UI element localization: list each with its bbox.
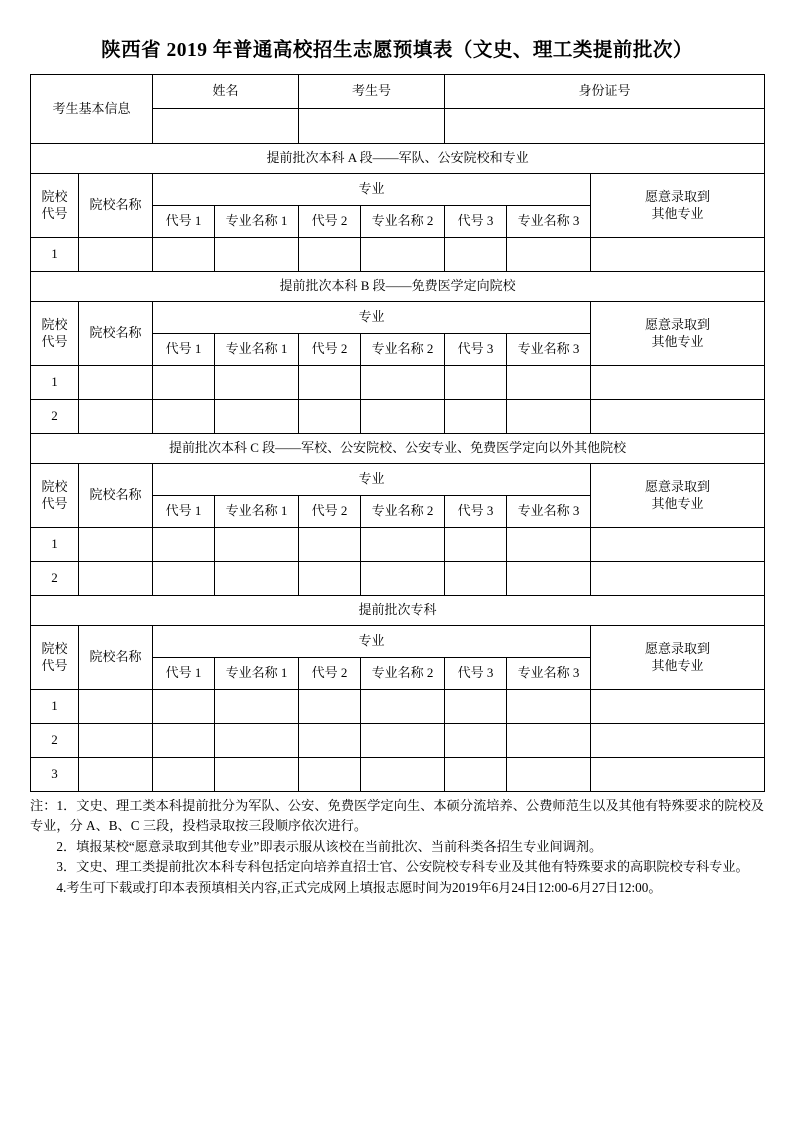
cell-willing-other-major[interactable] [591, 758, 765, 792]
cell-major-code-1[interactable] [153, 528, 215, 562]
col-school-code: 院校 代号 [31, 626, 79, 690]
cell-major-name-1[interactable] [215, 758, 299, 792]
basic-info-header-name: 姓名 [153, 75, 299, 109]
section-band-c [31, 434, 765, 464]
cell-major-name-2[interactable] [361, 690, 445, 724]
col-major-name-2: 专业名称 2 [361, 658, 445, 690]
cell-major-name-3[interactable] [507, 366, 591, 400]
col-school-code: 院校 代号 [31, 302, 79, 366]
table-row[interactable] [31, 724, 765, 758]
cell-school-name[interactable] [79, 724, 153, 758]
cell-major-code-3[interactable] [445, 400, 507, 434]
basic-info-label: 考生基本信息 [31, 75, 153, 144]
col-major-name-3: 专业名称 3 [507, 334, 591, 366]
cell-willing-other-major[interactable] [591, 562, 765, 596]
row-index: 2 [31, 562, 79, 596]
basic-info-header-id-card: 身份证号 [445, 75, 765, 109]
row-index: 2 [31, 400, 79, 434]
cell-major-code-1[interactable] [153, 758, 215, 792]
cell-willing-other-major[interactable] [591, 690, 765, 724]
cell-school-name[interactable] [79, 238, 153, 272]
table-row[interactable] [31, 366, 765, 400]
col-major-code-1: 代号 1 [153, 334, 215, 366]
cell-willing-other-major[interactable] [591, 724, 765, 758]
cell-major-code-3[interactable] [445, 690, 507, 724]
table-row[interactable] [31, 528, 765, 562]
col-school-name: 院校名称 [79, 464, 153, 528]
row-index: 1 [31, 238, 79, 272]
cell-school-name[interactable] [79, 758, 153, 792]
basic-info-header-exam-id: 考生号 [299, 75, 445, 109]
basic-info-header-row [31, 75, 765, 109]
col-willing-other-major: 愿意录取到 其他专业 [591, 174, 765, 238]
section-a-header-row-1 [31, 174, 765, 206]
cell-major-name-2[interactable] [361, 724, 445, 758]
cell-major-code-3[interactable] [445, 366, 507, 400]
basic-info-value-name[interactable] [153, 109, 299, 144]
cell-major-code-1[interactable] [153, 238, 215, 272]
row-index: 1 [31, 528, 79, 562]
col-school-name: 院校名称 [79, 626, 153, 690]
note-4: 4.考生可下载或打印本表预填相关内容,正式完成网上填报志愿时间为2019年6月24日12:00-6月27日12:00。 [56, 879, 662, 895]
cell-willing-other-major[interactable] [591, 400, 765, 434]
cell-major-code-2[interactable] [299, 758, 361, 792]
col-major-name-2: 专业名称 2 [361, 334, 445, 366]
cell-major-code-2[interactable] [299, 562, 361, 596]
col-school-code: 院校 代号 [31, 464, 79, 528]
col-school-code: 院校 代号 [31, 174, 79, 238]
cell-school-name[interactable] [79, 366, 153, 400]
col-willing-other-major: 愿意录取到 其他专业 [591, 302, 765, 366]
note-1: 注：1．文史、理工类本科提前批分为军队、公安、免费医学定向生、本硕分流培养、公费师范生以及其他有特殊要求的院校及专业，分 A、B、C 三段，投档录取按三段顺序依次进行。 [30, 798, 764, 834]
cell-willing-other-major[interactable] [591, 366, 765, 400]
section-band-a-label: 提前批次本科 A 段——军队、公安院校和专业 [31, 144, 765, 174]
cell-major-code-2[interactable] [299, 690, 361, 724]
col-major-name-1: 专业名称 1 [215, 658, 299, 690]
section-d-header-row-1 [31, 626, 765, 658]
notes-block [30, 796, 764, 898]
form-table [30, 74, 765, 792]
cell-major-name-3[interactable] [507, 238, 591, 272]
cell-major-name-2[interactable] [361, 366, 445, 400]
cell-major-code-2[interactable] [299, 528, 361, 562]
col-major-name-1: 专业名称 1 [215, 496, 299, 528]
cell-major-name-2[interactable] [361, 562, 445, 596]
col-major-name-2: 专业名称 2 [361, 206, 445, 238]
cell-major-name-3[interactable] [507, 562, 591, 596]
cell-major-code-1[interactable] [153, 690, 215, 724]
col-major-code-2: 代号 2 [299, 206, 361, 238]
section-c-header-row-1 [31, 464, 765, 496]
cell-major-name-2[interactable] [361, 758, 445, 792]
row-index: 1 [31, 690, 79, 724]
cell-major-code-2[interactable] [299, 724, 361, 758]
cell-school-name[interactable] [79, 400, 153, 434]
cell-major-name-1[interactable] [215, 562, 299, 596]
cell-major-name-2[interactable] [361, 400, 445, 434]
col-major-code-1: 代号 1 [153, 496, 215, 528]
col-school-name: 院校名称 [79, 174, 153, 238]
cell-major-code-3[interactable] [445, 724, 507, 758]
section-band-a [31, 144, 765, 174]
col-major-group: 专业 [153, 464, 591, 496]
section-band-d [31, 596, 765, 626]
table-row[interactable] [31, 400, 765, 434]
section-band-c-label: 提前批次本科 C 段——军校、公安院校、公安专业、免费医学定向以外其他院校 [31, 434, 765, 464]
col-school-name: 院校名称 [79, 302, 153, 366]
col-major-group: 专业 [153, 174, 591, 206]
cell-major-name-1[interactable] [215, 238, 299, 272]
cell-major-code-1[interactable] [153, 366, 215, 400]
cell-major-code-1[interactable] [153, 724, 215, 758]
col-major-name-3: 专业名称 3 [507, 206, 591, 238]
cell-major-name-1[interactable] [215, 690, 299, 724]
page-title: 陕西省 2019 年普通高校招生志愿预填表（文史、理工类提前批次） [101, 40, 693, 61]
basic-info-value-id-card[interactable] [445, 109, 765, 144]
col-major-code-1: 代号 1 [153, 206, 215, 238]
section-b-header-row-1 [31, 302, 765, 334]
cell-major-name-1[interactable] [215, 366, 299, 400]
cell-major-code-3[interactable] [445, 562, 507, 596]
col-willing-other-major: 愿意录取到 其他专业 [591, 626, 765, 690]
cell-major-code-1[interactable] [153, 562, 215, 596]
row-index: 1 [31, 366, 79, 400]
cell-major-code-2[interactable] [299, 400, 361, 434]
col-major-name-1: 专业名称 1 [215, 334, 299, 366]
cell-major-code-1[interactable] [153, 400, 215, 434]
row-index: 2 [31, 724, 79, 758]
cell-major-name-3[interactable] [507, 758, 591, 792]
note-2: 2．填报某校“愿意录取到其他专业”即表示服从该校在当前批次、当前科类各招生专业间调剂。 [56, 838, 603, 854]
section-band-b [31, 272, 765, 302]
section-band-b-label: 提前批次本科 B 段——免费医学定向院校 [31, 272, 765, 302]
cell-major-name-3[interactable] [507, 528, 591, 562]
cell-major-code-2[interactable] [299, 366, 361, 400]
cell-school-name[interactable] [79, 562, 153, 596]
col-major-group: 专业 [153, 626, 591, 658]
cell-major-name-1[interactable] [215, 400, 299, 434]
col-major-code-1: 代号 1 [153, 658, 215, 690]
col-major-name-3: 专业名称 3 [507, 658, 591, 690]
cell-major-name-1[interactable] [215, 724, 299, 758]
col-major-name-2: 专业名称 2 [361, 496, 445, 528]
cell-major-code-2[interactable] [299, 238, 361, 272]
table-row[interactable] [31, 758, 765, 792]
table-row[interactable] [31, 690, 765, 724]
col-major-code-3: 代号 3 [445, 658, 507, 690]
col-major-group: 专业 [153, 302, 591, 334]
col-major-code-3: 代号 3 [445, 334, 507, 366]
cell-willing-other-major[interactable] [591, 238, 765, 272]
cell-major-name-3[interactable] [507, 690, 591, 724]
col-major-code-2: 代号 2 [299, 658, 361, 690]
basic-info-value-exam-id[interactable] [299, 109, 445, 144]
col-major-code-2: 代号 2 [299, 496, 361, 528]
cell-willing-other-major[interactable] [591, 528, 765, 562]
row-index: 3 [31, 758, 79, 792]
cell-school-name[interactable] [79, 528, 153, 562]
col-major-name-1: 专业名称 1 [215, 206, 299, 238]
col-major-code-3: 代号 3 [445, 206, 507, 238]
col-major-code-3: 代号 3 [445, 496, 507, 528]
cell-school-name[interactable] [79, 690, 153, 724]
note-3: 3．文史、理工类提前批次本科专科包括定向培养直招士官、公安院校专科专业及其他有特殊要求的高职院校专科专业。 [56, 859, 749, 875]
cell-major-name-2[interactable] [361, 528, 445, 562]
cell-major-code-3[interactable] [445, 238, 507, 272]
cell-major-code-3[interactable] [445, 528, 507, 562]
cell-major-name-3[interactable] [507, 400, 591, 434]
section-band-d-label: 提前批次专科 [31, 596, 765, 626]
cell-major-name-3[interactable] [507, 724, 591, 758]
col-major-code-2: 代号 2 [299, 334, 361, 366]
cell-major-name-1[interactable] [215, 528, 299, 562]
table-row[interactable] [31, 562, 765, 596]
table-row[interactable] [31, 238, 765, 272]
col-major-name-3: 专业名称 3 [507, 496, 591, 528]
col-willing-other-major: 愿意录取到 其他专业 [591, 464, 765, 528]
cell-major-code-3[interactable] [445, 758, 507, 792]
cell-major-name-2[interactable] [361, 238, 445, 272]
